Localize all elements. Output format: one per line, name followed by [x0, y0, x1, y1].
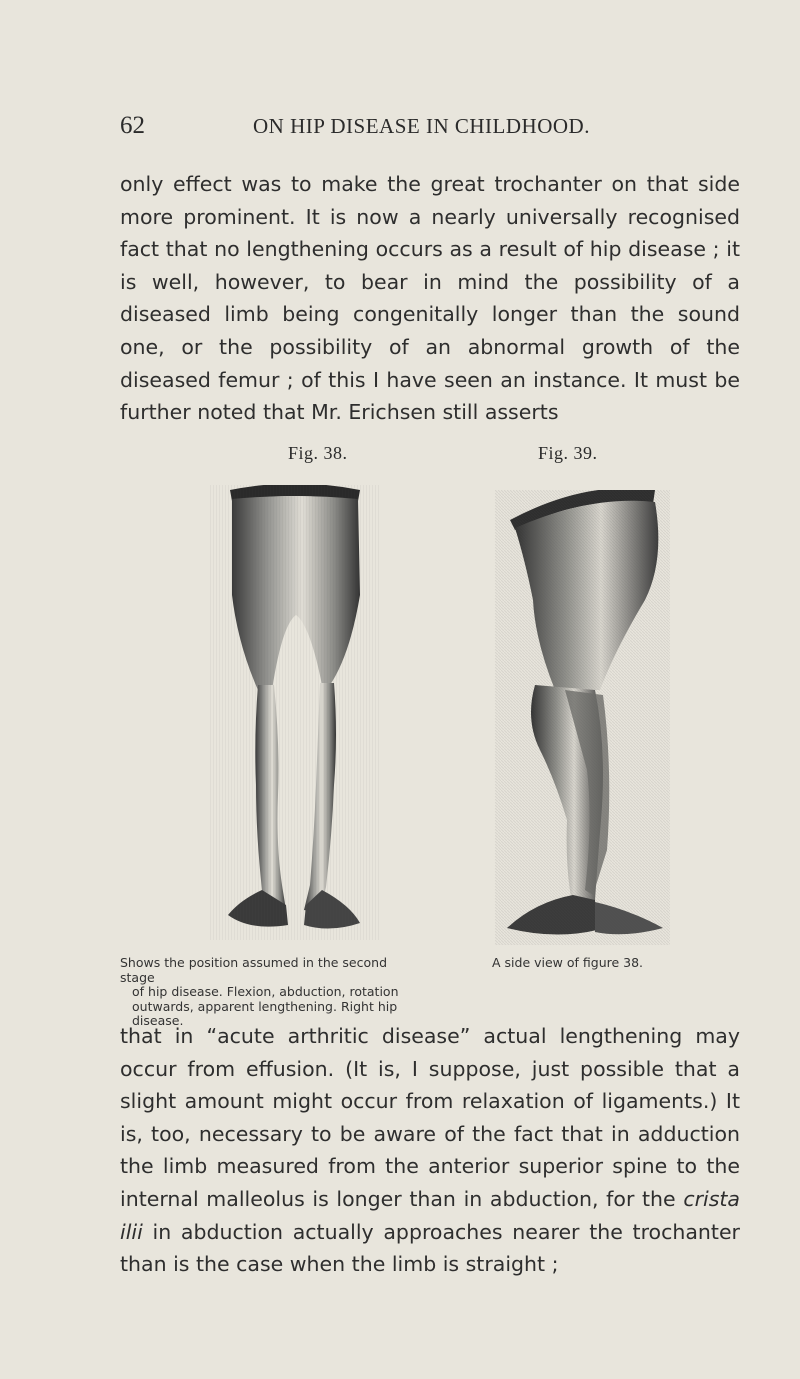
paragraph-bottom	[120, 1020, 740, 1281]
figure-39-label: Fig. 39.	[538, 443, 598, 463]
figure-38-illustration	[210, 485, 380, 940]
figure-39-caption: A side view of figure 38.	[492, 955, 644, 970]
figure-39-illustration	[495, 490, 670, 945]
page-header	[120, 112, 740, 148]
running-head: ON HIP DISEASE IN CHILDHOOD.	[253, 114, 590, 138]
paragraph-bottom-text-2: in abduction actually approaches nearer the trochanter than is the case when the limb is straight ;	[120, 1219, 740, 1277]
figure-38-label: Fig. 38.	[288, 443, 348, 463]
figure-38-caption-rest: of hip disease. Flexion, abduction, rotation outwards, apparent lengthening. Right hip disease.	[132, 984, 399, 1028]
paragraph-bottom-text-1: that in “acute arthritic disease” actual lengthening may occur from effusion. (It is, I suppose, just possible that a slight amount might occur from relaxation of ligaments.) It is, too, necessary to be aware of the fact that in adduction the limb measured from the anterior superior spine to the internal malleolus is longer than in abduction, for the	[120, 1024, 740, 1211]
figure-38-caption	[120, 956, 420, 1029]
page-number: 62	[120, 112, 145, 139]
figure-38-caption-line1: Shows the position assumed in the second stage	[120, 955, 388, 985]
paragraph-bottom-italic: crista ilii	[120, 1186, 740, 1244]
paragraph-top: only effect was to make the great trochanter on that side more prominent. It is now a nearly universally recognised fact that no lengthening occurs as a result of hip disease ; it is well, however, to bear in mind the possibility of a diseased limb being congenitally longer than the sound one, or the possibility of an abnormal growth of the diseased femur ; of this I have seen an instance. It must be further noted that Mr. Erichsen still asserts	[120, 172, 740, 425]
